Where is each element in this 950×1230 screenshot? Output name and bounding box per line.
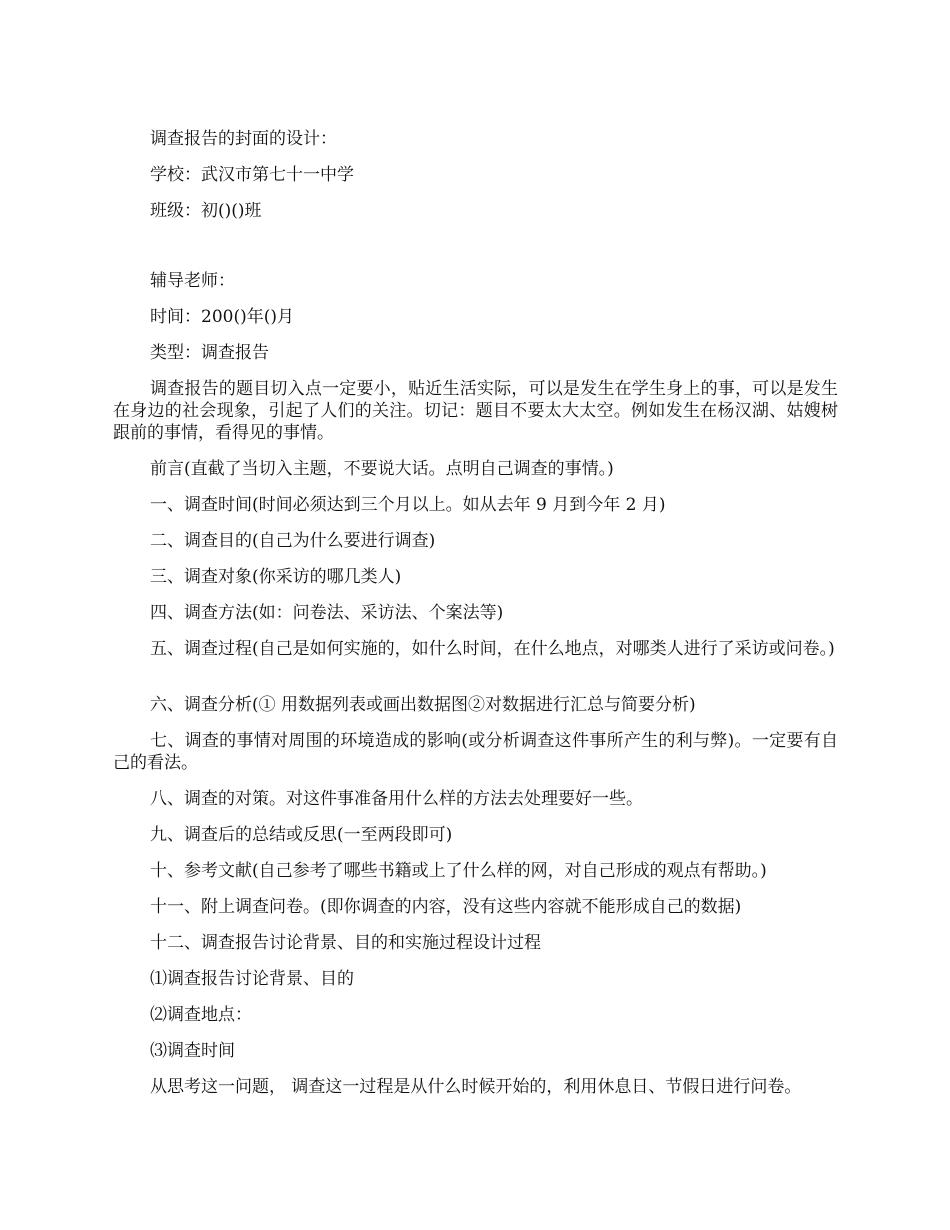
school-line: 学校：武汉市第七十一中学 xyxy=(150,165,354,185)
sub-item-1: ⑴调查报告讨论背景、目的 xyxy=(150,969,354,989)
item-2: 二、调查目的(自己为什么要进行调查) xyxy=(150,531,436,551)
item-4: 四、调查方法(如：问卷法、采访法、个案法等) xyxy=(150,603,504,623)
item-5: 五、调查过程(自己是如何实施的，如什么时间，在什么地点，对哪类人进行了采访或问卷。) xyxy=(150,639,835,659)
type-line: 类型：调查报告 xyxy=(150,343,269,363)
sub-item-2: ⑵调查地点： xyxy=(150,1005,252,1025)
preface-line: 前言(直截了当切入主题，不要说大话。点明自己调查的事情。) xyxy=(150,459,614,479)
item-1: 一、调查时间(时间必须达到三个月以上。如从去年 9 月到今年 2 月) xyxy=(150,495,666,515)
time-line: 时间：200()年()月 xyxy=(150,307,294,327)
class-line: 班级：初()()班 xyxy=(150,201,262,221)
item-8: 八、调查的对策。对这件事准备用什么样的方法去处理要好一些。 xyxy=(150,789,643,809)
advisor-line: 辅导老师： xyxy=(150,271,235,291)
item-10: 十、参考文献(自己参考了哪些书籍或上了什么样的网，对自己形成的观点有帮助。) xyxy=(150,861,767,881)
topic-paragraph: 调查报告的题目切入点一定要小，贴近生活实际，可以是发生在学生身上的事，可以是发生在身边的社会现象，引起了人们的关注。切记：题目不要太大太空。例如发生在杨汉湖、姑嫂树跟前的事情，看得见的事情。 xyxy=(113,379,838,443)
closing-paragraph: 从思考这一问题， 调查这一过程是从什么时候开始的，利用休息日、节假日进行问卷。 xyxy=(150,1077,802,1097)
cover-heading: 调查报告的封面的设计： xyxy=(150,129,337,149)
item-9: 九、调查后的总结或反思(一至两段即可) xyxy=(150,825,453,845)
item-11: 十一、附上调查问卷。(即你调查的内容，没有这些内容就不能形成自己的数据) xyxy=(150,897,742,917)
item-3: 三、调查对象(你采访的哪几类人) xyxy=(150,567,402,587)
item-6: 六、调查分析(① 用数据列表或画出数据图②对数据进行汇总与简要分析) xyxy=(150,695,696,715)
sub-item-3: ⑶调查时间 xyxy=(150,1041,235,1061)
item-12: 十二、调查报告讨论背景、目的和实施过程设计过程 xyxy=(150,933,541,953)
item-7: 七、调查的事情对周围的环境造成的影响(或分析调查这件事所产生的利与弊)。一定要有自己的看法。 xyxy=(113,731,838,773)
